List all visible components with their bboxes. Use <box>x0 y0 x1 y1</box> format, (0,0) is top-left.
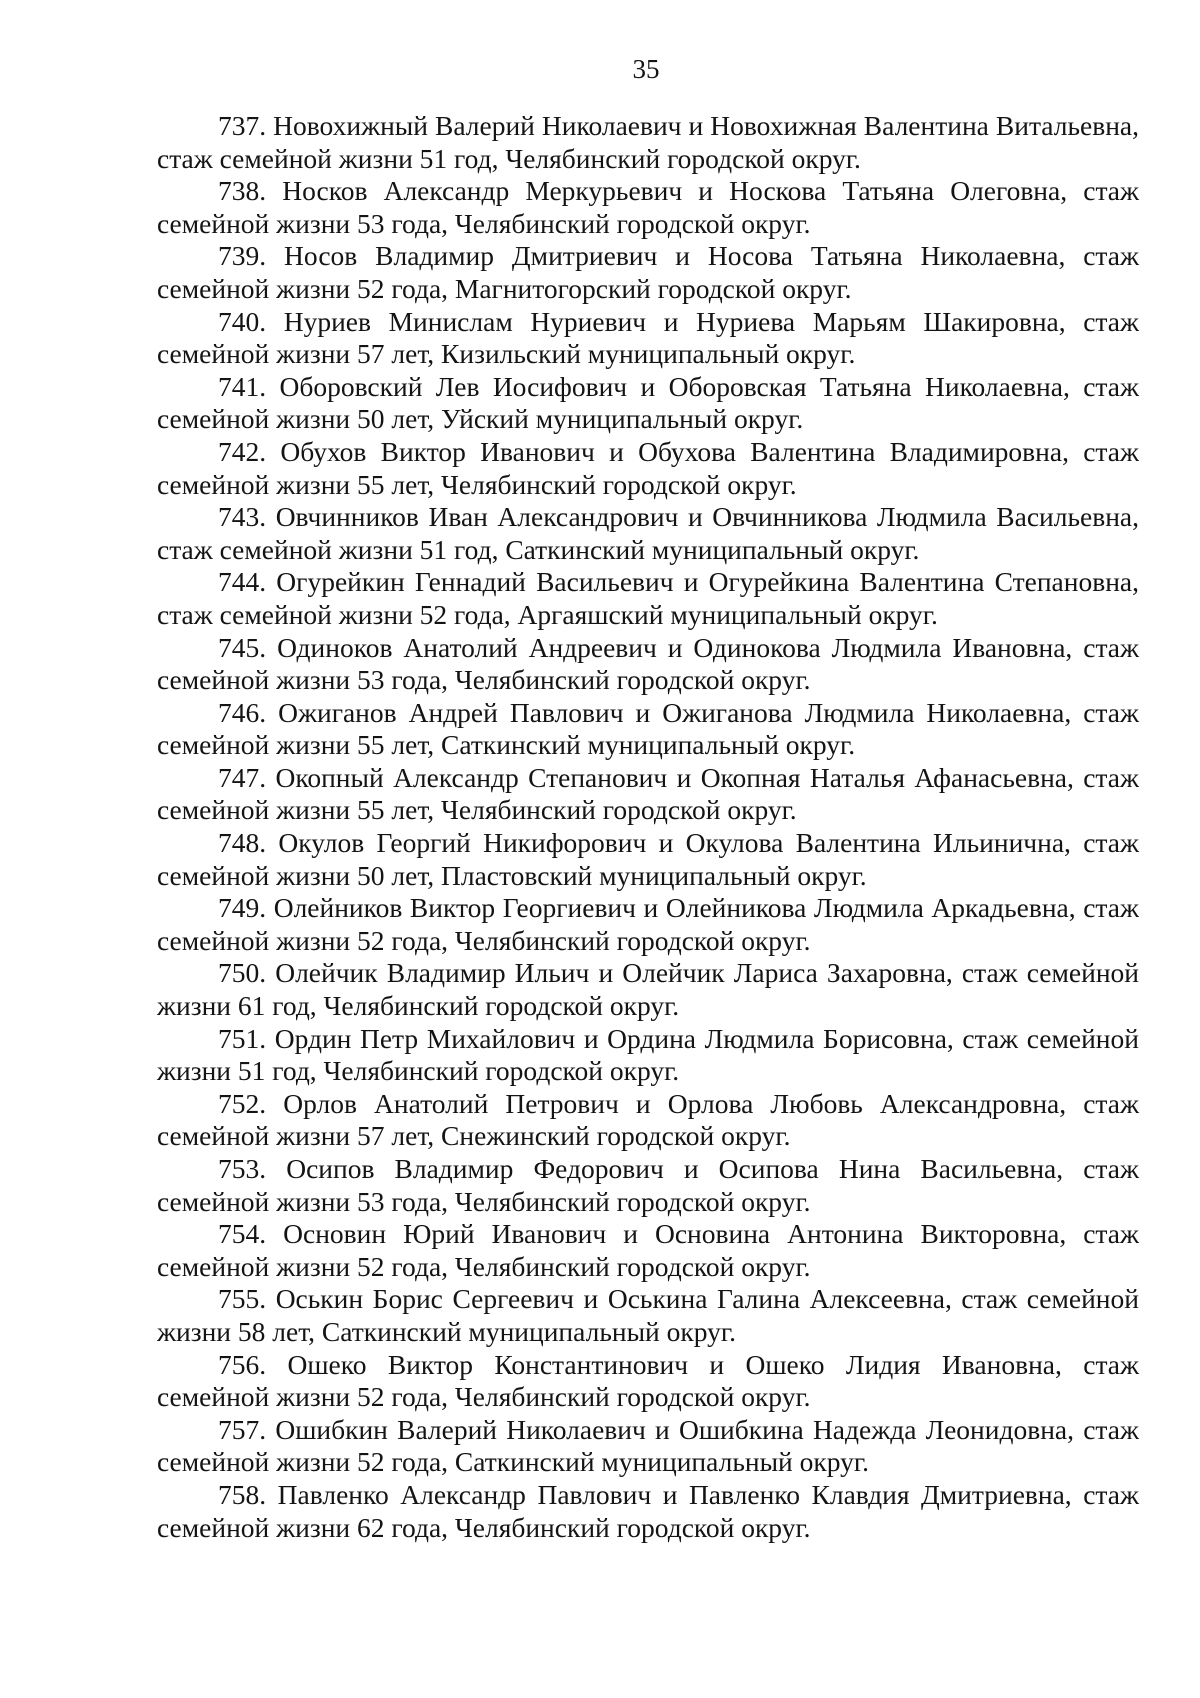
list-item: 740. Нуриев Минислам Нуриевич и Нуриева Марьям Шакировна, стаж семейной жизни 57 лет, Кизильский муниципальный округ. <box>157 305 1139 370</box>
list-item: 749. Олейников Виктор Георгиевич и Олейникова Людмила Аркадьевна, стаж семейной жизни 52 года, Челябинский городской округ. <box>157 892 1139 956</box>
list-item: 747. Окопный Александр Степанович и Окопная Наталья Афанасьевна, стаж семейной жизни 55 лет, Челябинский городской округ. <box>157 761 1139 826</box>
list-item: 753. Осипов Владимир Федорович и Осипова Нина Васильевна, стаж семейной жизни 53 года, Челябинский городской округ. <box>157 1153 1139 1217</box>
list-item: 755. Оськин Борис Сергеевич и Оськина Галина Алексеевна, стаж семейной жизни 58 лет, Саткинский муниципальный округ. <box>157 1283 1139 1347</box>
list-item: 744. Огурейкин Геннадий Васильевич и Огурейкина Валентина Степановна, стаж семейной жизни 52 года, Аргаяшский муниципальный округ. <box>157 566 1139 630</box>
list-item: 737. Новохижный Валерий Николаевич и Новохижная Валентина Витальевна, стаж семейной жизни 51 год, Челябинский городской округ. <box>157 110 1139 174</box>
list-item: 743. Овчинников Иван Александрович и Овчинникова Людмила Васильевна, стаж семейной жизни 51 год, Саткинский муниципальный округ. <box>157 501 1139 565</box>
list-item: 752. Орлов Анатолий Петрович и Орлова Любовь Александровна, стаж семейной жизни 57 лет, Снежинский городской округ. <box>157 1087 1139 1152</box>
list-item: 756. Ошеко Виктор Константинович и Ошеко Лидия Ивановна, стаж семейной жизни 52 года, Челябинский городской округ. <box>157 1348 1139 1413</box>
list-item: 754. Основин Юрий Иванович и Основина Антонина Викторовна, стаж семейной жизни 52 года, Челябинский городской округ. <box>157 1218 1139 1282</box>
page-number: 35 <box>632 54 660 84</box>
list-item: 751. Ордин Петр Михайлович и Ордина Людмила Борисовна, стаж семейной жизни 51 год, Челябинский городской округ. <box>157 1022 1139 1087</box>
list-item: 738. Носков Александр Меркурьевич и Носкова Татьяна Олеговна, стаж семейной жизни 53 года, Челябинский городской округ. <box>157 175 1139 239</box>
list-item: 758. Павленко Александр Павлович и Павленко Клавдия Дмитриевна, стаж семейной жизни 62 года, Челябинский городской округ. <box>157 1478 1139 1543</box>
list-item: 745. Одиноков Анатолий Андреевич и Одинокова Людмила Ивановна, стаж семейной жизни 53 года, Челябинский городской округ. <box>157 631 1139 696</box>
list-item: 746. Ожиганов Андрей Павлович и Ожиганова Людмила Николаевна, стаж семейной жизни 55 лет, Саткинский муниципальный округ. <box>157 696 1139 761</box>
entry-list <box>157 110 1139 1544</box>
list-item: 739. Носов Владимир Дмитриевич и Носова Татьяна Николаевна, стаж семейной жизни 52 года, Магнитогорский городской округ. <box>157 240 1139 304</box>
list-item: 757. Ошибкин Валерий Николаевич и Ошибкина Надежда Леонидовна, стаж семейной жизни 52 года, Саткинский муниципальный округ. <box>157 1413 1139 1478</box>
list-item: 750. Олейчик Владимир Ильич и Олейчик Лариса Захаровна, стаж семейной жизни 61 год, Челябинский городской округ. <box>157 957 1139 1022</box>
list-item: 741. Оборовский Лев Иосифович и Оборовская Татьяна Николаевна, стаж семейной жизни 50 лет, Уйский муниципальный округ. <box>157 370 1139 435</box>
list-item: 742. Обухов Виктор Иванович и Обухова Валентина Владимировна, стаж семейной жизни 55 лет, Челябинский городской округ. <box>157 435 1139 500</box>
list-item: 748. Окулов Георгий Никифорович и Окулова Валентина Ильинична, стаж семейной жизни 50 лет, Пластовский муниципальный округ. <box>157 827 1139 891</box>
